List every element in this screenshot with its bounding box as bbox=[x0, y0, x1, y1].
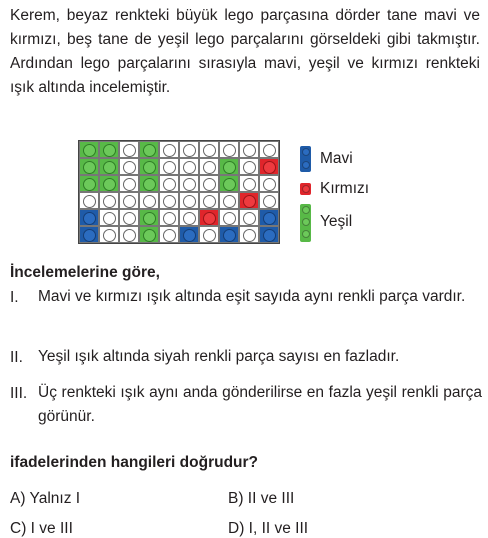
lego-stud bbox=[183, 229, 196, 242]
lego-cell-blue bbox=[79, 226, 99, 243]
lego-cell-white bbox=[199, 175, 219, 192]
lego-stud bbox=[263, 178, 276, 191]
lego-cell-white bbox=[119, 226, 139, 243]
lego-cell-white bbox=[139, 192, 159, 209]
statement-number: II. bbox=[10, 349, 23, 366]
intro-paragraph: Kerem, beyaz renkteki büyük lego parçasına dörder tane mavi ve kırmızı, beş tane de yeşil lego parçalarını görseldeki gibi takmıştır. Ardından lego parçalarını sırasıyla mavi, yeşil ve kırmızı renkteki ışık altında incelemiştir. bbox=[10, 7, 480, 96]
lego-cell-white bbox=[199, 141, 219, 158]
lego-stud bbox=[123, 178, 136, 191]
lego-stud bbox=[203, 229, 216, 242]
legend-label-blue: Mavi bbox=[320, 150, 353, 167]
lego-stud bbox=[163, 178, 176, 191]
lego-cell-blue bbox=[79, 209, 99, 226]
lego-stud bbox=[163, 229, 176, 242]
lego-cell-green bbox=[139, 226, 159, 243]
lego-stud bbox=[103, 161, 116, 174]
lego-stud bbox=[203, 195, 216, 208]
lego-stud bbox=[223, 195, 236, 208]
lego-stud bbox=[163, 212, 176, 225]
lego-stud bbox=[123, 161, 136, 174]
lego-cell-white bbox=[99, 209, 119, 226]
legend-label-red: Kırmızı bbox=[320, 180, 370, 197]
option-b[interactable]: B) II ve III bbox=[228, 490, 295, 507]
lego-stud bbox=[83, 229, 96, 242]
lego-stud bbox=[83, 212, 96, 225]
lego-stud bbox=[243, 178, 256, 191]
lego-cell-blue bbox=[179, 226, 199, 243]
lego-cell-white bbox=[119, 141, 139, 158]
lego-cell-white bbox=[99, 226, 119, 243]
lego-stud bbox=[183, 178, 196, 191]
lego-cell-green bbox=[99, 141, 119, 158]
lego-stud bbox=[183, 161, 196, 174]
lego-stud bbox=[103, 212, 116, 225]
lego-cell-green bbox=[99, 175, 119, 192]
lego-cell-white bbox=[199, 192, 219, 209]
lego-stud bbox=[243, 195, 256, 208]
lego-cell-blue bbox=[259, 209, 279, 226]
lego-stud bbox=[123, 195, 136, 208]
lego-cell-white bbox=[159, 158, 179, 175]
lego-stud bbox=[223, 229, 236, 242]
lego-cell-white bbox=[119, 175, 139, 192]
lego-stud bbox=[183, 144, 196, 157]
section-title: İncelemelerine göre, bbox=[10, 264, 160, 281]
lego-stud bbox=[263, 212, 276, 225]
option-a[interactable]: A) Yalnız I bbox=[10, 490, 81, 507]
option-c[interactable]: C) I ve III bbox=[10, 520, 73, 537]
lego-stud bbox=[223, 178, 236, 191]
lego-cell-white bbox=[119, 209, 139, 226]
lego-cell-white bbox=[119, 192, 139, 209]
lego-cell-green bbox=[139, 141, 159, 158]
lego-cell-blue bbox=[259, 226, 279, 243]
lego-cell-white bbox=[199, 158, 219, 175]
lego-cell-green bbox=[139, 175, 159, 192]
lego-cell-green bbox=[139, 158, 159, 175]
legend-item-red bbox=[300, 180, 370, 197]
lego-cell-white bbox=[259, 175, 279, 192]
lego-figure bbox=[78, 140, 398, 242]
lego-cell-green bbox=[219, 158, 239, 175]
lego-stud bbox=[203, 212, 216, 225]
statement-text: Mavi ve kırmızı ışık altında eşit sayıda aynı renkli parça vardır. bbox=[38, 288, 466, 305]
lego-cell-red bbox=[239, 192, 259, 209]
lego-cell-white bbox=[119, 158, 139, 175]
lego-cell-white bbox=[159, 175, 179, 192]
lego-stud bbox=[143, 229, 156, 242]
lego-stud bbox=[203, 144, 216, 157]
lego-stud bbox=[243, 229, 256, 242]
lego-cell-white bbox=[179, 209, 199, 226]
lego-stud bbox=[243, 212, 256, 225]
lego-cell-white bbox=[159, 192, 179, 209]
lego-cell-white bbox=[159, 209, 179, 226]
lego-cell-white bbox=[179, 175, 199, 192]
lego-cell-green bbox=[79, 141, 99, 158]
lego-cell-white bbox=[239, 209, 259, 226]
lego-stud bbox=[83, 195, 96, 208]
lego-cell-white bbox=[239, 175, 259, 192]
lego-cell-white bbox=[179, 141, 199, 158]
lego-cell-white bbox=[79, 192, 99, 209]
lego-stud bbox=[263, 144, 276, 157]
lego-cell-white bbox=[179, 158, 199, 175]
lego-cell-white bbox=[99, 192, 119, 209]
lego-cell-white bbox=[159, 226, 179, 243]
lego-cell-white bbox=[219, 192, 239, 209]
lego-stud bbox=[243, 161, 256, 174]
lego-cell-green bbox=[79, 158, 99, 175]
lego-stud bbox=[83, 178, 96, 191]
lego-stud bbox=[263, 161, 276, 174]
lego-stud bbox=[123, 212, 136, 225]
lego-stud bbox=[143, 212, 156, 225]
statement-text: Yeşil ışık altında siyah renkli parça sayısı en fazladır. bbox=[38, 348, 400, 365]
lego-cell-white bbox=[259, 192, 279, 209]
red-lego-icon bbox=[300, 183, 311, 195]
legend-item-green bbox=[300, 204, 353, 242]
lego-cell-white bbox=[239, 226, 259, 243]
statement-number: I. bbox=[10, 289, 19, 306]
legend-item-blue bbox=[300, 146, 353, 172]
lego-cell-red bbox=[259, 158, 279, 175]
lego-stud bbox=[223, 212, 236, 225]
lego-board bbox=[78, 140, 280, 244]
lego-cell-green bbox=[79, 175, 99, 192]
lego-stud bbox=[203, 161, 216, 174]
lego-stud bbox=[223, 161, 236, 174]
lego-stud bbox=[103, 178, 116, 191]
lego-stud bbox=[263, 229, 276, 242]
lego-cell-white bbox=[219, 209, 239, 226]
lego-stud bbox=[143, 195, 156, 208]
lego-stud bbox=[163, 161, 176, 174]
lego-cell-red bbox=[199, 209, 219, 226]
lego-stud bbox=[143, 144, 156, 157]
lego-stud bbox=[223, 144, 236, 157]
lego-stud bbox=[183, 195, 196, 208]
lego-stud bbox=[143, 161, 156, 174]
lego-stud bbox=[203, 178, 216, 191]
lego-stud bbox=[83, 161, 96, 174]
lego-stud bbox=[103, 144, 116, 157]
statement-text: Üç renkteki ışık aynı anda gönderilirse en fazla yeşil renkli parça görünür. bbox=[38, 384, 482, 425]
lego-stud bbox=[183, 212, 196, 225]
option-d[interactable]: D) I, II ve III bbox=[228, 520, 309, 537]
lego-stud bbox=[163, 195, 176, 208]
lego-stud bbox=[123, 144, 136, 157]
lego-stud bbox=[103, 195, 116, 208]
statement-number: III. bbox=[10, 385, 28, 402]
lego-stud bbox=[243, 144, 256, 157]
lego-stud bbox=[83, 144, 96, 157]
question-text: ifadelerinden hangileri doğrudur? bbox=[10, 454, 259, 471]
lego-stud bbox=[143, 178, 156, 191]
lego-cell-white bbox=[259, 141, 279, 158]
lego-cell-white bbox=[239, 141, 259, 158]
lego-cell-white bbox=[199, 226, 219, 243]
lego-cell-white bbox=[219, 141, 239, 158]
lego-cell-white bbox=[159, 141, 179, 158]
lego-stud bbox=[123, 229, 136, 242]
lego-cell-white bbox=[239, 158, 259, 175]
lego-cell-green bbox=[139, 209, 159, 226]
blue-lego-icon bbox=[300, 146, 311, 172]
lego-stud bbox=[103, 229, 116, 242]
lego-cell-green bbox=[219, 175, 239, 192]
lego-stud bbox=[263, 195, 276, 208]
lego-cell-blue bbox=[219, 226, 239, 243]
lego-cell-green bbox=[99, 158, 119, 175]
lego-stud bbox=[163, 144, 176, 157]
green-lego-icon bbox=[300, 204, 311, 242]
lego-cell-white bbox=[179, 192, 199, 209]
legend-label-green: Yeşil bbox=[320, 213, 353, 230]
